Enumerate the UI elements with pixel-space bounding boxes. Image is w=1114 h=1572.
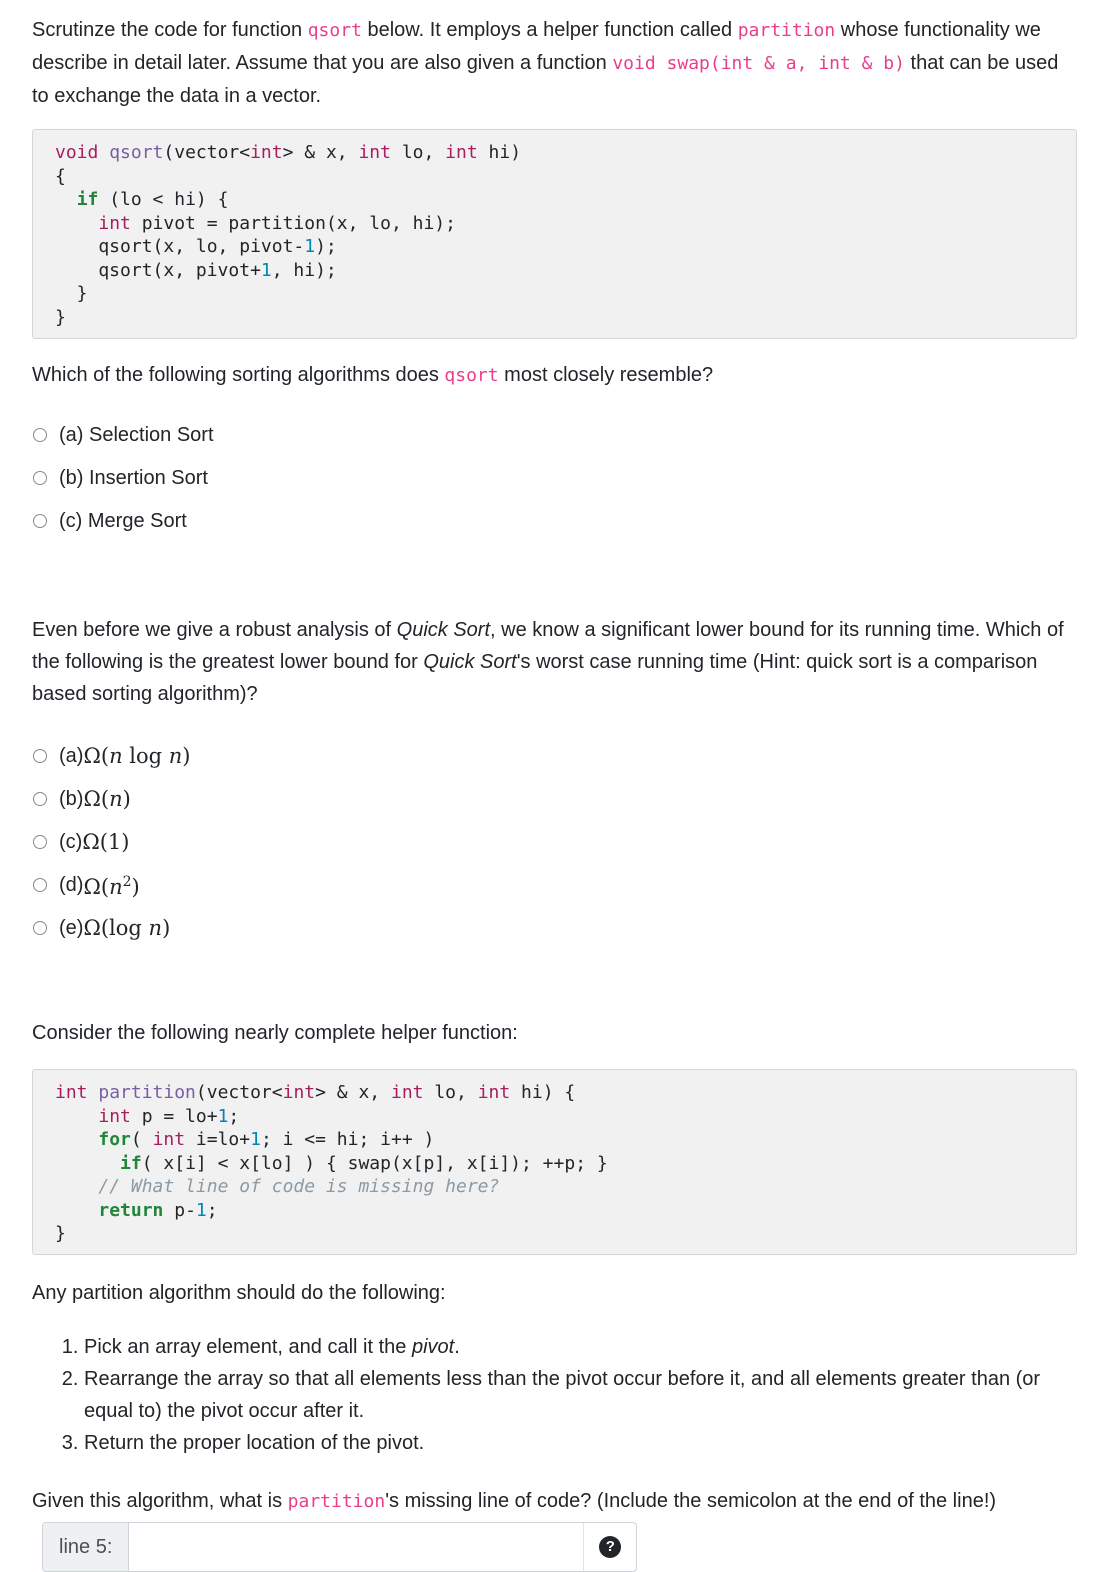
answer-input[interactable]	[129, 1523, 583, 1571]
math-expression: Ω(log n)	[83, 915, 171, 940]
question-3-intro: Consider the following nearly complete helper function:	[32, 1022, 518, 1044]
math-expression: Ω(1)	[82, 829, 130, 854]
answer-input-group	[42, 1522, 637, 1572]
inline-code-qsort: qsort	[307, 20, 362, 41]
code-block-qsort: void qsort(vector<int> & x, int lo, int hi) { if (lo < hi) { int pivot = partition(x, lo, hi); qsort(x, lo, pivot-1); qsort(x, pivot+1, hi); } }	[32, 129, 1077, 339]
input-label-line-5: line 5:	[43, 1523, 129, 1571]
inline-code-partition: partition	[737, 20, 836, 41]
question-1-prompt: Which of the following sorting algorithms does qsort most closely resemble?	[32, 364, 714, 386]
question-3-prompt: Given this algorithm, what is partition's missing line of code? (Include the semicolon at the end of the line!) line 5: ?	[32, 1481, 1077, 1572]
option-omega-n-squared[interactable]: (d) $\Omega(n^2)$	[32, 863, 1077, 906]
radio-button[interactable]	[33, 921, 47, 935]
option-omega-n-log-n[interactable]: (a) Ω(n log n)	[32, 734, 1077, 777]
inline-code-partition-q3: partition	[287, 1491, 386, 1512]
radio-button[interactable]	[33, 792, 47, 806]
intro-paragraph: Scrutinze the code for function qsort below. It employs a helper function called partition whose functionality we describe in detail later. Assume that you are also given a function void swap(int & a, int & b) that can be used to exchange the data in a vector.	[32, 19, 1059, 107]
math-expression: Ω(n log n)	[83, 743, 191, 768]
option-insertion-sort[interactable]: (b) Insertion Sort	[32, 456, 1077, 499]
partition-requirements-intro: Any partition algorithm should do the following:	[32, 1282, 446, 1304]
option-omega-n[interactable]: (b) Ω(n)	[32, 777, 1077, 820]
question-mark-icon: ?	[599, 1536, 621, 1558]
option-omega-1[interactable]: (c) Ω(1)	[32, 820, 1077, 863]
inline-code-qsort-q1: qsort	[444, 365, 499, 386]
question-2-prompt: Even before we give a robust analysis of Quick Sort, we know a significant lower bound for its running time. Which of the following is the greatest lower bound for Quick Sort's worst case running time (Hint: quick sort is a comparison based sorting algorithm)?	[32, 619, 1064, 705]
option-selection-sort[interactable]: (a) Selection Sort	[32, 413, 1077, 456]
radio-button[interactable]	[33, 749, 47, 763]
option-merge-sort[interactable]: (c) Merge Sort	[32, 499, 1077, 542]
math-expression: $\Omega(n^2)$	[83, 874, 140, 899]
step-1: 1. Pick an array element, and call it the pivot.	[84, 1331, 1077, 1363]
partition-steps	[32, 1331, 1077, 1459]
question-2-options	[32, 734, 1077, 949]
question-content	[32, 14, 1077, 1572]
radio-button[interactable]	[33, 471, 47, 485]
help-button[interactable]	[583, 1523, 636, 1571]
step-3: 3. Return the proper location of the pivot.	[84, 1427, 1077, 1459]
math-expression: Ω(n)	[83, 786, 131, 811]
step-2: 2. Rearrange the array so that all elements less than the pivot occur before it, and all elements greater than (or equal to) the pivot occur after it.	[84, 1363, 1077, 1427]
radio-button[interactable]	[33, 514, 47, 528]
radio-button[interactable]	[33, 428, 47, 442]
radio-button[interactable]	[33, 835, 47, 849]
radio-button[interactable]	[33, 878, 47, 892]
inline-code-swap: void swap(int & a, int & b)	[612, 53, 905, 74]
code-block-partition: int partition(vector<int> & x, int lo, int hi) { int p = lo+1; for( int i=lo+1; i <= hi; i++ ) if( x[i] < x[lo] ) { swap(x[p], x[i]); ++p; } // What line of code is missing here? return p-1; }	[32, 1069, 1077, 1255]
option-omega-log-n[interactable]: (e) Ω(log n)	[32, 906, 1077, 949]
question-1-options	[32, 413, 1077, 542]
